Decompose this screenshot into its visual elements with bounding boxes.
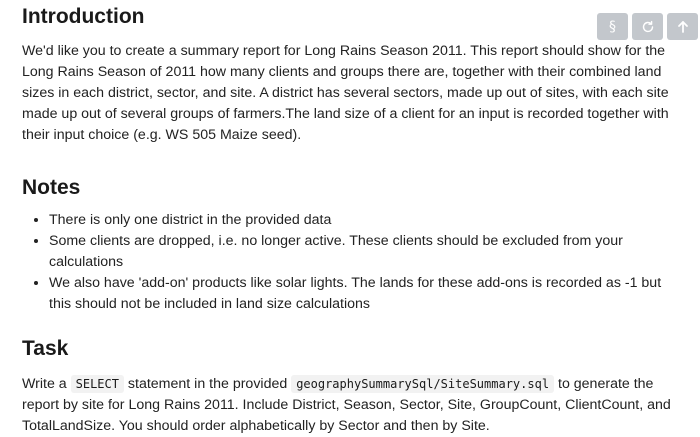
- notes-heading: Notes: [22, 176, 81, 199]
- introduction-section: [22, 0, 682, 146]
- notes-list: [22, 210, 682, 315]
- task-text-start: Write a: [22, 376, 71, 392]
- list-item: • We also have 'add-on' products like solar lights. The lands for these add-ons is recorded as -1 but this should not be included in land size calculations: [49, 273, 682, 315]
- task-text-middle: statement in the provided: [123, 376, 292, 392]
- introduction-paragraph: We'd like you to create a summary report for Long Rains Season 2011. This report should show for the Long Rains Season of 2011 how many clients and groups there are, together with their combined land sizes in each district, sector, and site. A district has several sectors, made up out of sites, with each site made up out of several groups of farmers.The land size of a client for an input is recorded together with their input choice (e.g. WS 505 Maize seed).: [22, 43, 669, 143]
- list-item: • Some clients are dropped, i.e. no longer active. These clients should be excluded from your calculations: [49, 231, 682, 273]
- file-path-code: geographySummarySql/SiteSummary.sql: [291, 375, 554, 393]
- task-paragraph: [22, 374, 677, 437]
- section-icon: §: [609, 18, 616, 35]
- task-section: [22, 336, 682, 437]
- select-code: SELECT: [71, 375, 124, 393]
- list-item: • There is only one district in the provided data: [49, 210, 682, 231]
- introduction-heading: Introduction: [22, 5, 145, 28]
- document-body: [22, 0, 682, 437]
- task-text-end: to generate the report by site for Long Rains 2011. Include District, Season, Sector, Site, GroupCount, ClientCount, and TotalLandSize. You should order alphabetically by Sector and then by Site.: [22, 376, 671, 434]
- task-heading: Task: [22, 337, 69, 360]
- notes-section: [22, 175, 682, 315]
